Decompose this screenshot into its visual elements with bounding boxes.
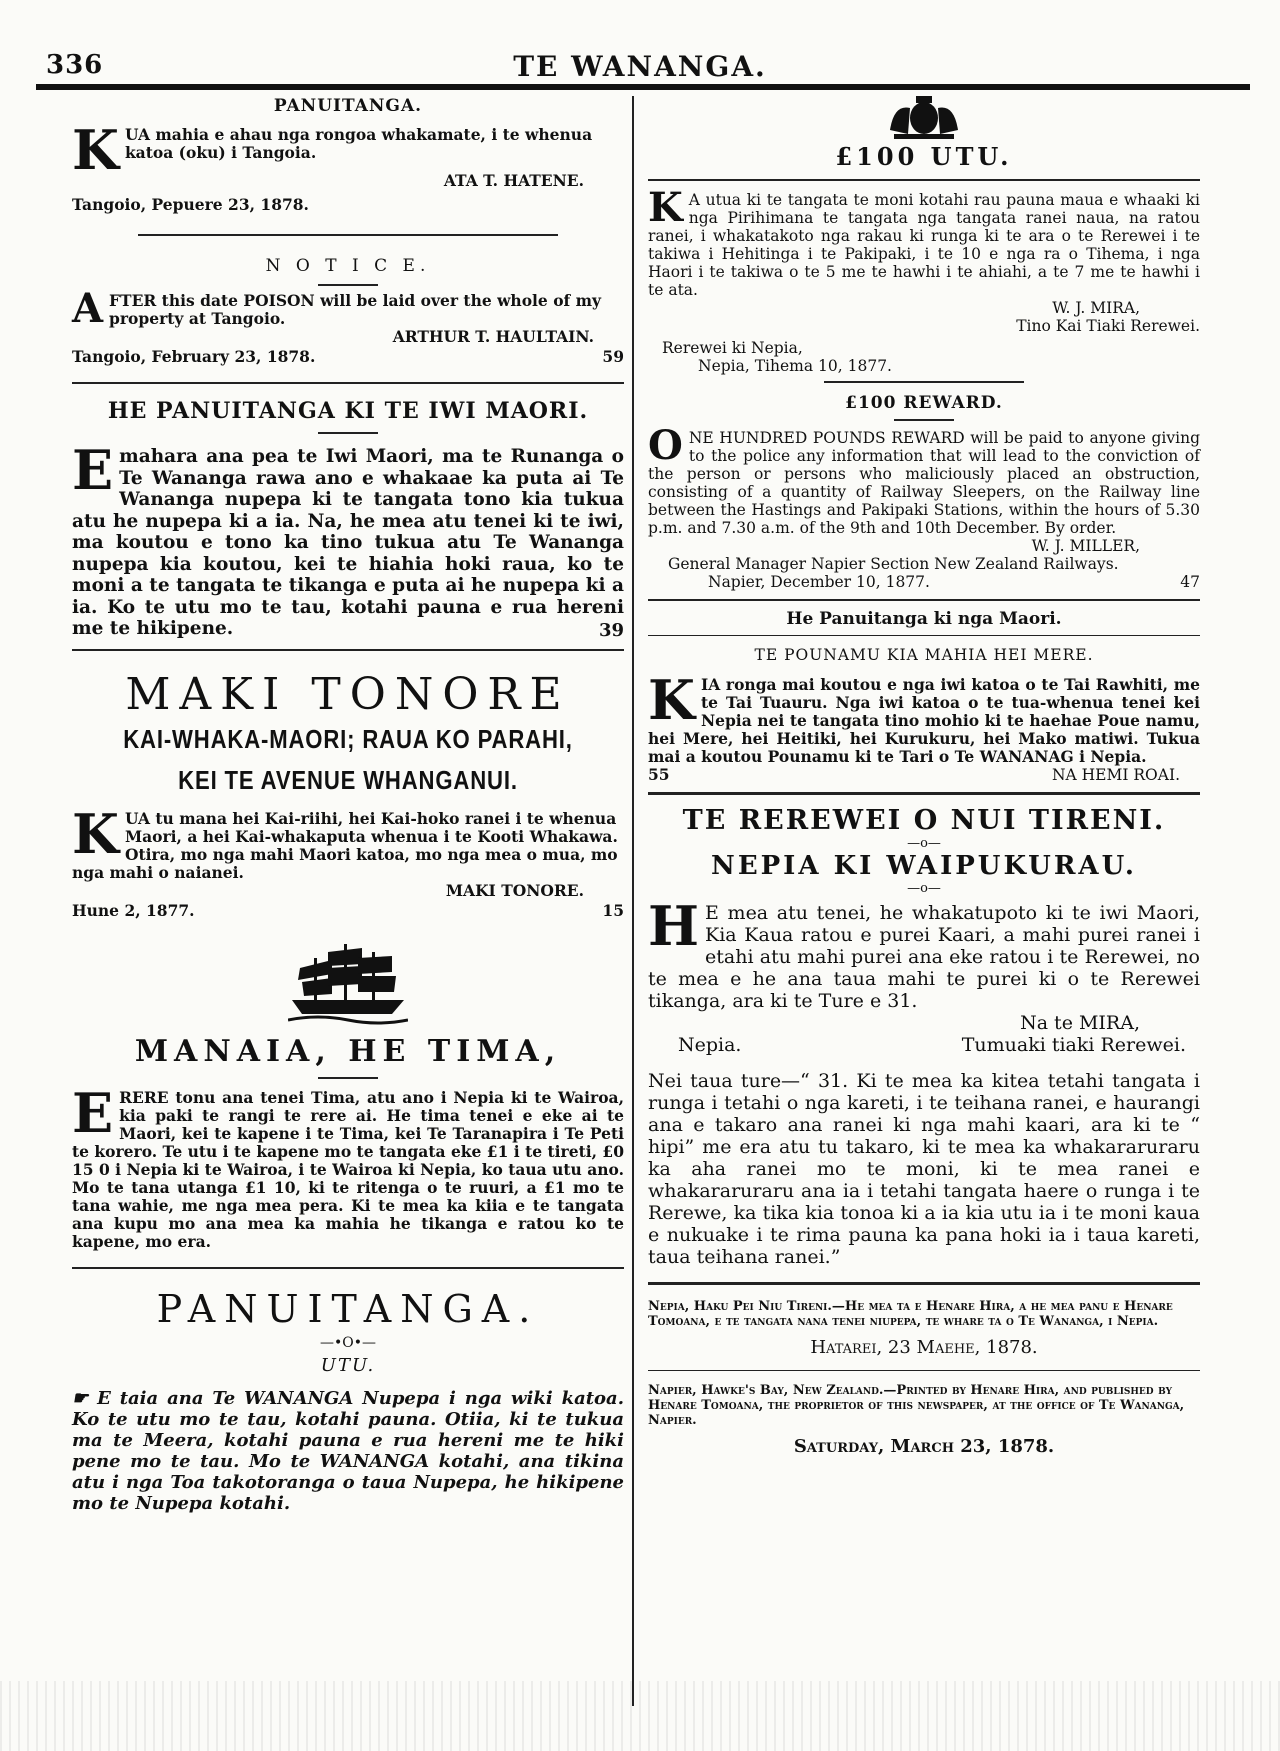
drop-cap: K — [648, 184, 683, 231]
notice-place: Rerewei ki Nepia, — [662, 339, 803, 357]
ornament: —•O•— — [320, 1334, 376, 1351]
ad-number: 47 — [1180, 573, 1200, 591]
notice-body: A utua ki te tangata te moni kotahi rau pauna maua e whaaki ki nga Pirihimana te tangata nga tangata ranei naua, na ratou ranei, i whakatakoto nga rakau ki runga ki te ara o te Rerewei i te takiwa i Hehitinga i te Pakipaki, i te 10 e nga ra o Tihema, i nga Haori i te takiwa o te 5 me te hawhi i te ahiahi, a te 7 me te hawhi i te ata. — [648, 191, 1200, 299]
reward-maori — [648, 96, 1200, 383]
notice-body: NE HUNDRED POUNDS REWARD will be paid to anyone giving to the police any information that will lead to the conviction of the person or persons who maliciously placed an obstruction, consisting of a quantity of Railway Sleepers, on the Railway line between the Hastings and Pakipaki Stations, within the hours of 5.30 p.m. and 7.30 a.m. of the 9th and 10th December. By order. — [648, 429, 1200, 537]
ad-body: RERE tonu ana tenei Tima, atu ano i Nepia ki te Wairoa, kia paki te rangi te rere ai. He tima tenei e eke ai te Maori, kei te kapene i te Tima, kei Te Taranapira i Te Peti te korero. Te utu i te kapene mo te tangata eke £1 i te tireti, £0 15 0 i Nepia ki te Wairoa, i te Wairoa ki Nepia, ko taua utu ano. Mo te tana utanga £1 10, ki te ritenga o te ruuri, a £1 mo te tana wahie, me nga mea pera. Ki te mea ka kiia e te tangata ana kupu mo ana mea ka mahia he tikanga e ratou ko te kapene, mo era. — [72, 1087, 624, 1251]
sub-heading: NEPIA KI WAIPUKURAU. — [711, 851, 1137, 881]
section-heading: He Panuitanga ki nga Maori. — [786, 609, 1062, 629]
signature: NA HEMI ROAI. — [1051, 766, 1180, 784]
section-heading: N O T I C E. — [265, 256, 431, 276]
imprint-maori — [648, 1299, 1200, 1371]
signature: W. J. MILLER, — [1031, 537, 1140, 555]
column-divider — [632, 96, 634, 1706]
section-heading: PANUITANGA. — [156, 1286, 540, 1331]
section-heading: PANUITANGA. — [273, 96, 423, 116]
imprint-text: Nepia, Haku Pei Niu Tireni.—He mea ta e Henare Hira, a he mea panu e Henare Tomoana, e te tangata nana tenei niupepa, te whare ta o Te Wananga, i Nepia. — [648, 1299, 1173, 1329]
divider — [648, 599, 1200, 601]
signature: ATA T. HATENE. — [443, 171, 584, 190]
right-column — [648, 96, 1200, 1457]
imprint-english — [648, 1383, 1200, 1457]
ad-line-2: KEI TE AVENUE WHANGANUI. — [178, 764, 518, 795]
ornament: —o— — [907, 836, 941, 851]
ad-number: 39 — [598, 619, 624, 641]
short-rule — [318, 1077, 378, 1079]
ad-name: MAKI TONORE — [125, 668, 571, 720]
royal-arms-icon — [884, 96, 964, 140]
notice-place: Nepia. — [678, 1034, 742, 1056]
short-rule — [894, 419, 954, 421]
section-heading: TE REREWEI O NUI TIRENI. — [682, 805, 1166, 836]
panuitanga-notice — [72, 96, 624, 236]
signature: W. J. MIRA, — [1052, 299, 1140, 317]
divider — [138, 234, 558, 236]
ad-number: 59 — [602, 347, 624, 366]
sub-heading: TE POUNAMU KIA MAHIA HEI MERE. — [754, 646, 1094, 664]
divider — [72, 382, 624, 384]
ad-date: Hune 2, 1877. — [72, 900, 195, 920]
imprint-date: Saturday, March 23, 1878. — [793, 1436, 1055, 1457]
divider — [72, 649, 624, 651]
section-heading: HE PANUITANGA KI TE IWI MAORI. — [107, 398, 589, 424]
signature: MAKI TONORE. — [445, 880, 584, 900]
notice-body: mahara ana pea te Iwi Maori, ma te Runanga o Te Wananga rawa ano e whakaae ka puta ai Te Wananga nupepa ki te tangata tono kia tukua atu he nupepa ki a ia. Na, he mea atu tenei ki te iwi, ma koutou e tono ka tino tukua atu Te Wananga nupepa kia koutou, kei te hiahia hoki raua, ko te moni a te tangata te tikanga e puta ai he nupepa ki a ia. Ko te utu mo te tau, kotahi pauna e rua hereni me te hikipene. — [72, 446, 624, 639]
signature-title: General Manager Napier Section New Zealand Railways. — [668, 555, 1119, 573]
ad-number: 55 — [648, 765, 670, 784]
drop-cap: H — [648, 894, 700, 958]
section-heading: MANAIA, HE TIMA, — [134, 1033, 562, 1069]
divider — [648, 635, 1200, 636]
drop-cap: K — [72, 118, 119, 182]
notice-body: E mea atu tenei, he whakatupoto ki te iwi Maori, Kia Kaua ratou e purei Kaari, a mahi purei ranei i etahi atu mahi purei ana eke ratou i te Rerewei, no te mea e he ana taua mahi te purei ki o te Rerewei tikanga, ara ki te Ture e 31. — [648, 902, 1200, 1012]
divider — [824, 381, 1024, 383]
notice-date: Nepia, Tihema 10, 1877. — [698, 357, 892, 375]
signature-title: Tino Kai Tiaki Rerewei. — [1016, 317, 1200, 335]
divider — [648, 1370, 1200, 1371]
ad-body: UA tu mana hei Kai-riihi, hei Kai-hoko ranei i te whenua Maori, a hei Kai-whakaputa whenua i te Kooti Whakawa. Otira, mo nga mahi Maori katoa, mo nga mea o mua, mo nga mahi o naianei. — [72, 808, 618, 882]
notice-english — [72, 256, 624, 384]
section-heading: £100 UTU. — [835, 142, 1013, 171]
railway-notice — [648, 805, 1200, 1285]
section-heading: £100 REWARD. — [845, 393, 1003, 413]
notice-body: UA mahia e ahau nga rongoa whakamate, i te whenua katoa (oku) i Tangoia. — [124, 125, 593, 162]
imprint-date: Hatarei, 23 Maehe, 1878. — [810, 1337, 1038, 1358]
divider — [648, 179, 1200, 181]
iwi-maori-notice — [72, 398, 624, 651]
header-rule — [36, 84, 1250, 90]
short-rule — [318, 432, 378, 434]
manaia-steamer-ad — [72, 938, 624, 1269]
notice-body: FTER this date POISON will be laid over the whole of my property at Tangoio. — [109, 291, 601, 328]
signature: Na te MIRA, — [1020, 1012, 1140, 1034]
maki-tonore-ad — [72, 669, 624, 920]
ad-number: 15 — [602, 900, 624, 920]
imprint-text: Napier, Hawke's Bay, New Zealand.—Printed by Henare Hira, and published by Henare Tomoana, the proprietor of this newspaper, at the office of Te Wananga, Napier. — [648, 1383, 1185, 1428]
masthead-title: TE WANANGA. — [513, 50, 767, 83]
signature: ARTHUR T. HAULTAIN. — [392, 327, 594, 346]
left-column — [72, 96, 624, 1514]
divider — [648, 792, 1200, 795]
drop-cap: K — [72, 801, 119, 866]
notice-body: IA ronga mai koutou e nga iwi katoa o te Tai Rawhiti, me te Tai Tuauru. Nga iwi katoa o te tua-whenua tenei kei Nepia nei te tangata tino mohio ki te haehae Poue namu, hei Mere, hei Heitiki, hei Kurukuru, hei Mako matiwi. Tukua mai a koutou Pounamu ki te Tari o Te WANANAG i Nepia. — [648, 675, 1200, 766]
railway-rule-text: Nei taua ture—“ 31. Ki te mea ka kitea tetahi tangata i runga i tetahi o nga kareti, i te teihana ranei, e haurangi ana e takaro ana ranei ki nga mahi kaari, ara ki te “ hipi” me era atu tu takaro, ki te mea ka whakararuraru ka aha ranei mo te moni, ki te mea ranei e whakararuraru ana ia i tetahi tangata haere o runga i te Rerewe, ka tika kia tonoa ki a ia kia utu ia i te moni kaua e nukuake i te rima pauna ka pana hoki ia i taua kareti, taua teihana ranei.” — [648, 1070, 1200, 1268]
notice-date: Napier, December 10, 1877. — [708, 573, 930, 591]
reward-english — [648, 393, 1200, 601]
page-number: 336 — [46, 50, 104, 80]
drop-cap: E — [72, 438, 114, 502]
short-rule — [318, 284, 378, 286]
drop-cap: A — [72, 285, 104, 332]
ad-line-1: KAI-WHAKA-MAORI; RAUA KO PARAHI, — [123, 723, 573, 754]
notice-date: Tangoio, February 23, 1878. — [72, 347, 316, 366]
drop-cap: O — [648, 422, 683, 469]
subscription-body: E taia ana Te WANANGA Nupepa i nga wiki katoa. Ko te utu mo te tau, kotahi pauna. Otiia, ki te tukua ma te Meera, kotahi pauna e rua hereni me te hiki pene mo te tau. Mo te WANANGA kotahi, ana tikina atu i nga Toa takotoranga o taua Nupepa, he hikipene mo te Nupepa kotahi. — [72, 1387, 624, 1514]
divider — [648, 1282, 1200, 1285]
notice-date: Tangoio, Pepuere 23, 1878. — [72, 195, 309, 214]
scan-noise — [0, 1681, 1280, 1751]
divider — [72, 1267, 624, 1269]
pounamu-notice — [648, 609, 1200, 795]
signature-title: Tumuaki tiaki Rerewei. — [961, 1034, 1186, 1056]
panuitanga-subscription — [72, 1287, 624, 1514]
drop-cap: K — [648, 668, 695, 732]
ornament: —o— — [907, 881, 941, 896]
drop-cap: E — [72, 1080, 114, 1145]
pointing-hand-icon: ☛ — [72, 1387, 89, 1409]
steamship-icon — [288, 938, 408, 1028]
sub-heading: UTU. — [320, 1354, 376, 1376]
